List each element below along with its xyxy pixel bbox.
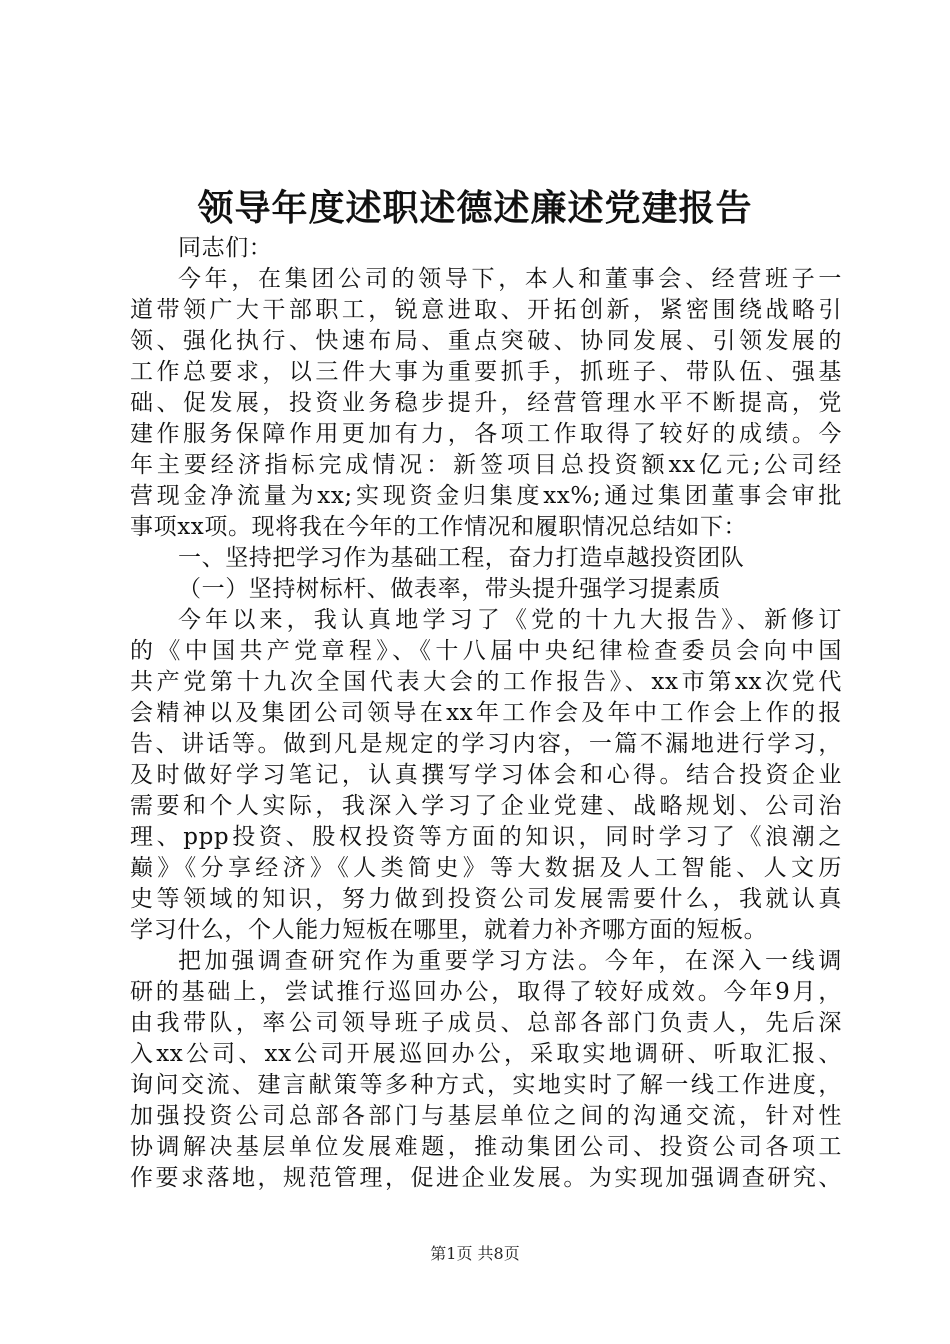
body-line: 加强投资公司总部各部门与基层单位之间的沟通交流，针对性 — [130, 1103, 842, 1129]
body-line: 及时做好学习笔记，认真撰写学习体会和心得。结合投资企业 — [130, 762, 842, 788]
body-line: 领、强化执行、快速布局、重点突破、协同发展、引领发展的 — [130, 328, 842, 354]
body-line: 础、促发展，投资业务稳步提升，经营管理水平不断提高，党 — [130, 390, 842, 416]
body-line: 学习什么，个人能力短板在哪里，就着力补齐哪方面的短板。 — [130, 917, 768, 943]
body-line: 史等领域的知识，努力做到投资公司发展需要什么，我就认真 — [130, 886, 842, 912]
body-line: 的《中国共产党章程》、《十八届中央纪律检查委员会向中国 — [130, 638, 842, 664]
body-line: 同志们： — [178, 235, 273, 261]
page-footer: 第1页 共8页 — [430, 1244, 520, 1263]
body-line: 建作服务保障作用更加有力，各项工作取得了较好的成绩。今 — [130, 421, 842, 447]
body-line: 入xx公司、xx公司开展巡回办公，采取实地调研、听取汇报、 — [130, 1041, 842, 1067]
body-line: 把加强调查研究作为重要学习方法。今年，在深入一线调 — [178, 948, 842, 974]
body-line: 需要和个人实际，我深入学习了企业党建、战略规划、公司治 — [130, 793, 842, 819]
body-line: 共产党第十九次全国代表大会的工作报告》、xx市第xx次党代 — [130, 669, 842, 695]
body-line: 协调解决基层单位发展难题，推动集团公司、投资公司各项工 — [130, 1134, 842, 1160]
body-line: 作要求落地，规范管理，促进企业发展。为实现加强调查研究、 — [130, 1165, 842, 1191]
body-line: （一）坚持树标杆、做表率，带头提升强学习提素质 — [178, 576, 721, 602]
body-line: 巅》《分享经济》《人类简史》等大数据及人工智能、人文历 — [130, 855, 842, 881]
body-line: 工作总要求，以三件大事为重要抓手，抓班子、带队伍、强基 — [130, 359, 842, 385]
body-line: 理、ppp投资、股权投资等方面的知识，同时学习了《浪潮之 — [130, 824, 842, 850]
body-line: 道带领广大干部职工，锐意进取、开拓创新，紧密围绕战略引 — [130, 297, 842, 323]
body-line: 告、讲话等。做到凡是规定的学习内容，一篇不漏地进行学习， — [130, 731, 842, 757]
document-title: 领导年度述职述德述廉述党建报告 — [197, 187, 753, 229]
body-line: 研的基础上，尝试推行巡回办公，取得了较好成效。今年9月， — [130, 979, 842, 1005]
body-line: 事项xx项。现将我在今年的工作情况和履职情况总结如下： — [130, 514, 748, 540]
body-line: 营现金净流量为xx;实现资金归集度xx%;通过集团董事会审批 — [130, 483, 842, 509]
body-line: 会精神以及集团公司领导在xx年工作会及年中工作会上作的报 — [130, 700, 842, 726]
body-line: 一、坚持把学习作为基础工程，奋力打造卓越投资团队 — [178, 545, 745, 571]
body-line: 由我带队，率公司领导班子成员、总部各部门负责人，先后深 — [130, 1010, 842, 1036]
body-line: 询问交流、建言献策等多种方式，实地实时了解一线工作进度， — [130, 1072, 842, 1098]
body-line: 年主要经济指标完成情况：新签项目总投资额xx亿元;公司经 — [130, 452, 842, 478]
document-body — [130, 233, 842, 1194]
body-line: 今年以来，我认真地学习了《党的十九大报告》、新修订 — [178, 607, 842, 633]
body-line: 今年，在集团公司的领导下，本人和董事会、经营班子一 — [178, 266, 842, 292]
